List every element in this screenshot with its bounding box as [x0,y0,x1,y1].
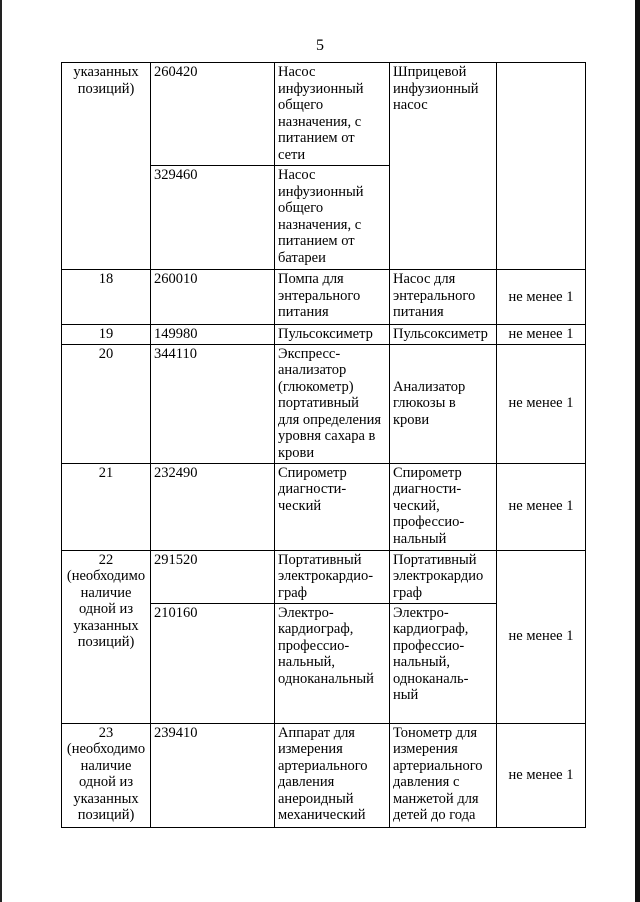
code-cell: 291520 [151,550,275,603]
code-cell: 344110 [151,344,275,463]
table-row [62,270,586,325]
row-number-cell: 18 [62,270,151,325]
row-number-cell: 22 (необходимо наличие одной из указанных позиций) [62,550,151,723]
table-row [62,63,586,166]
code-cell: 210160 [151,603,275,723]
table-row [62,325,586,345]
requirement-cell: не менее 1 [497,550,586,723]
table-row [62,723,586,827]
code-cell: 149980 [151,325,275,345]
requirement-cell: не менее 1 [497,325,586,345]
name-cell: Аппарат для измерения артериального давления анероидный механический [275,723,390,827]
code-cell: 260010 [151,270,275,325]
equipment-table [61,62,586,828]
name-cell: Насос инфузионный общего назначения, с питанием от сети [275,63,390,166]
name-cell: Портативный электрокардио- граф [275,550,390,603]
code-cell: 260420 [151,63,275,166]
requirement-cell: не менее 1 [497,344,586,463]
name-cell: Электро- кардиограф, профессио- нальный, одноканальный [275,603,390,723]
name-cell: Спирометр диагности- ческий [275,463,390,550]
scan-edge-right [635,0,640,902]
category-cell: Электро- кардиограф, профессио- нальный, одноканаль- ный [390,603,497,723]
row-number-cell: 21 [62,463,151,550]
category-cell: Портативный электрокардио граф [390,550,497,603]
table-row [62,463,586,550]
name-cell: Насос инфузионный общего назначения, с питанием от батареи [275,166,390,270]
code-cell: 239410 [151,723,275,827]
requirement-cell: не менее 1 [497,463,586,550]
table-row [62,344,586,463]
code-cell: 329460 [151,166,275,270]
category-cell: Пульсоксиметр [390,325,497,345]
category-cell: Тонометр для измерения артериального давления с манжетой для детей до года [390,723,497,827]
category-cell: Насос для энтерального питания [390,270,497,325]
row-number-cell: 23 (необходимо наличие одной из указанных позиций) [62,723,151,827]
row-number-cell: указанных позиций) [62,63,151,270]
row-number-cell: 19 [62,325,151,345]
requirement-cell [497,63,586,270]
table-row [62,550,586,603]
code-cell: 232490 [151,463,275,550]
category-cell: Шприцевой инфузионный насос [390,63,497,270]
scan-edge-left [0,0,2,902]
category-cell: Анализатор глюкозы в крови [390,344,497,463]
name-cell: Пульсоксиметр [275,325,390,345]
row-number-cell: 20 [62,344,151,463]
name-cell: Помпа для энтерального питания [275,270,390,325]
requirement-cell: не менее 1 [497,723,586,827]
page-number: 5 [316,37,324,54]
requirement-cell: не менее 1 [497,270,586,325]
category-cell: Спирометр диагности- ческий, профессио- нальный [390,463,497,550]
name-cell: Экспресс- анализатор (глюкометр) портативный для определения уровня сахара в крови [275,344,390,463]
